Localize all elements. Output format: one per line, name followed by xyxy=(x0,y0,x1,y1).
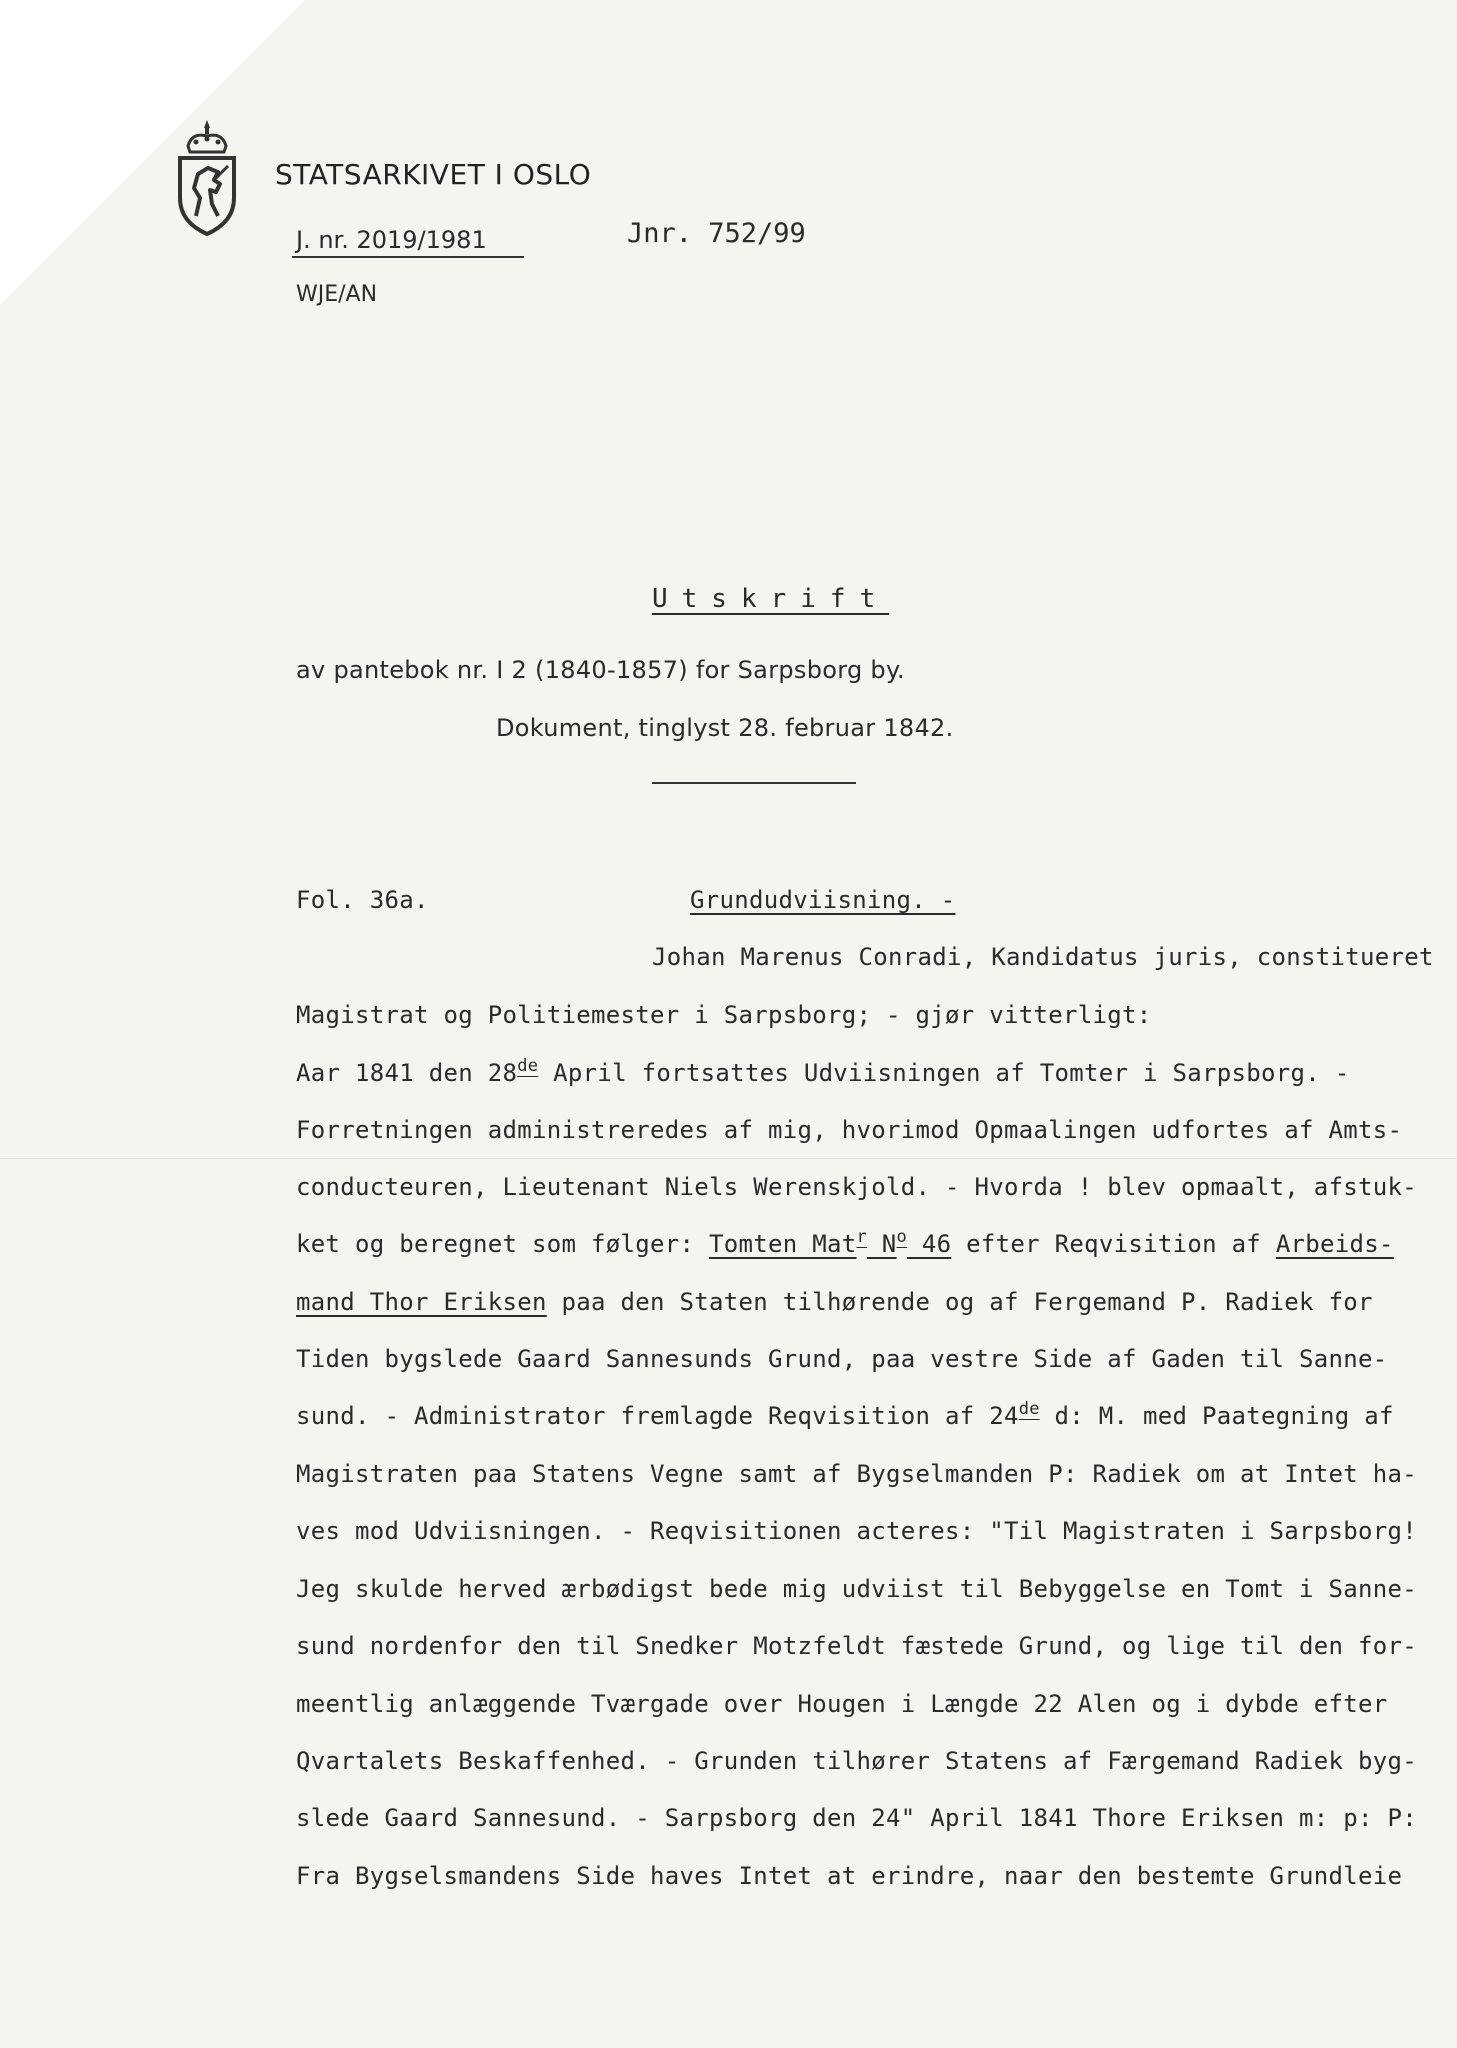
separator-rule xyxy=(652,782,856,784)
author-initials: WJE/AN xyxy=(296,282,378,307)
body-line-2: Magistrat og Politiemester i Sarpsborg; - gjør vitterligt: xyxy=(296,1001,1152,1029)
body-line-15: Qvartalets Beskaffenhed. - Grunden tilhører Statens af Færgemand Radiek byg- xyxy=(296,1747,1417,1775)
body-line-14: meentlig anlæggende Tværgade over Hougen i Længde 22 Alen og i dybde efter xyxy=(296,1690,1388,1718)
journal-number: J. nr. 2019/1981 xyxy=(296,226,487,254)
document-title: Utskrift xyxy=(652,584,890,614)
body-line-10: Magistraten paa Statens Vegne samt af Bygselmanden P: Radiek om at Intet ha- xyxy=(296,1460,1417,1488)
body-line-12: Jeg skulde herved ærbødigst bede mig udviist til Bebyggelse en Tomt i Sanne- xyxy=(296,1575,1417,1603)
folio-reference: Fol. 36a. xyxy=(296,886,429,914)
journal-number-underline xyxy=(292,256,524,258)
norwegian-coat-of-arms-icon xyxy=(174,118,240,236)
subtitle-registration: Dokument, tinglyst 28. februar 1842. xyxy=(496,714,954,742)
jnr-number: Jnr. 752/99 xyxy=(627,218,806,249)
page-fold-line xyxy=(0,1158,1457,1159)
body-line-3: Aar 1841 den 28de April fortsattes Udviisningen af Tomter i Sarpsborg. - xyxy=(296,1056,1350,1087)
body-line-11: ves mod Udviisningen. - Reqvisitionen acteres: "Til Magistraten i Sarpsborg! xyxy=(296,1517,1417,1545)
body-line-9: sund. - Administrator fremlagde Reqvisition af 24de d: M. med Paategning af xyxy=(296,1399,1394,1430)
section-heading: Grundudviisning. - xyxy=(690,886,956,914)
body-line-13: sund nordenfor den til Snedker Motzfeldt fæstede Grund, og lige til den for- xyxy=(296,1632,1417,1660)
body-line-1: Johan Marenus Conradi, Kandidatus juris, constitueret xyxy=(652,943,1434,971)
body-line-6: ket og beregnet som følger: Tomten Mat$^r$ $N^o$ 46 efter Reqvisition af Arbeids- xyxy=(296,1227,1394,1258)
subtitle-source: av pantebok nr. I 2 (1840-1857) for Sarpsborg by. xyxy=(296,656,905,684)
body-line-8: Tiden bygslede Gaard Sannesunds Grund, paa vestre Side af Gaden til Sanne- xyxy=(296,1345,1388,1373)
body-line-17: Fra Bygselsmandens Side haves Intet at erindre, naar den bestemte Grundleie xyxy=(296,1862,1403,1890)
body-line-4: Forretningen administreredes af mig, hvorimod Opmaalingen udfortes af Amts- xyxy=(296,1116,1403,1144)
body-line-16: slede Gaard Sannesund. - Sarpsborg den 24" April 1841 Thore Eriksen m: p: P: xyxy=(296,1804,1417,1832)
body-line-7: mand Thor Eriksen paa den Staten tilhørende og af Fergemand P. Radiek for xyxy=(296,1288,1373,1316)
archive-name: STATSARKIVET I OSLO xyxy=(275,158,592,191)
body-line-5: conducteuren, Lieutenant Niels Werenskjold. - Hvorda ! blev opmaalt, afstuk- xyxy=(296,1173,1417,1201)
